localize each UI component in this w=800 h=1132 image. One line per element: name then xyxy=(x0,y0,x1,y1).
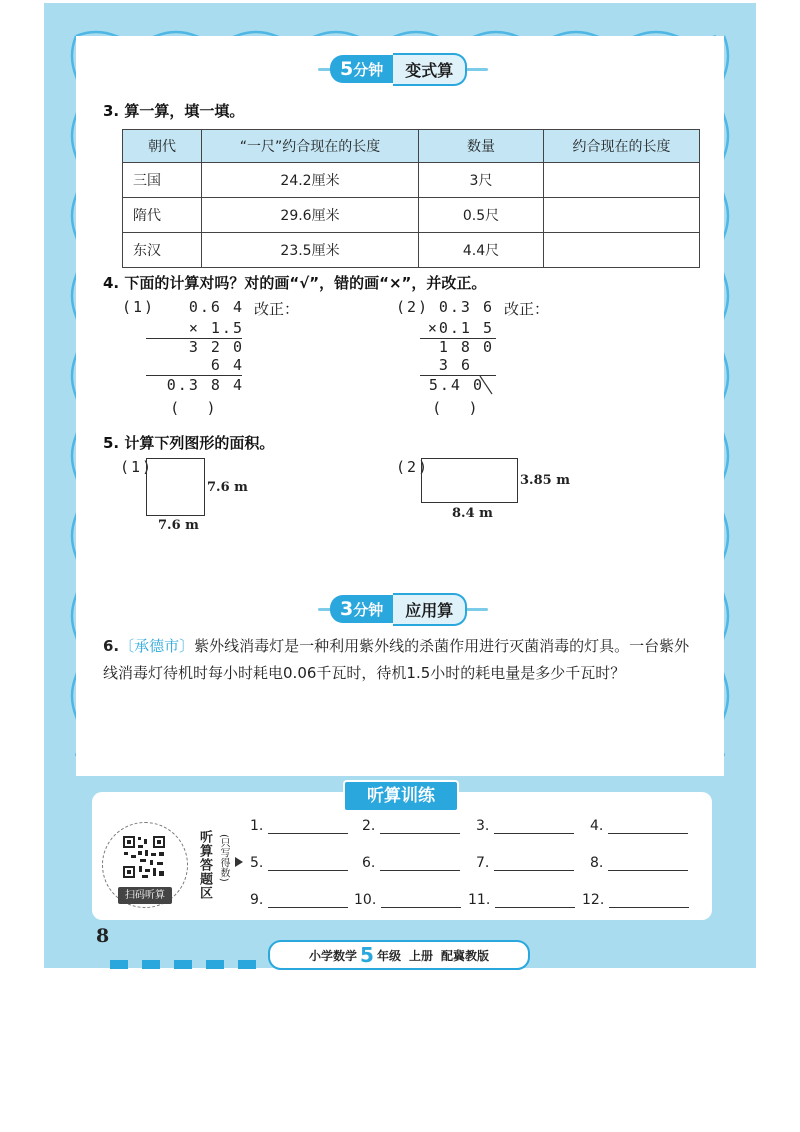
answer-number: 11. xyxy=(468,892,491,908)
answer-number: 2. xyxy=(362,818,376,834)
correction-label: 改正： xyxy=(254,300,300,318)
answer-slot-8[interactable] xyxy=(590,855,688,871)
square-bottom-label: 7.6 m xyxy=(158,518,199,533)
answer-number: 10. xyxy=(354,892,377,908)
answer-cell[interactable] xyxy=(544,163,700,198)
calc-line: 6 4 xyxy=(210,356,244,374)
section-minutes-unit: 分钟 xyxy=(353,601,384,619)
q5-s2-label: (2) xyxy=(396,458,430,476)
calc-line: 3 2 0 xyxy=(188,338,244,356)
table-cell: 3尺 xyxy=(419,163,544,198)
calc-line: 0.3 8 4 xyxy=(166,376,244,394)
section-badge-1 xyxy=(330,56,467,82)
answer-number: 5. xyxy=(250,855,264,871)
qr-code-icon[interactable] xyxy=(122,835,166,879)
table-cell: 23.5厘米 xyxy=(202,233,419,268)
answer-number: 4. xyxy=(590,818,604,834)
calc-line: 3 6 xyxy=(438,356,472,374)
answer-number: 6. xyxy=(362,855,376,871)
q5-title: 5. 计算下列图形的面积。 xyxy=(103,434,275,452)
table-row xyxy=(123,163,700,198)
section-label: 变式算 xyxy=(393,53,467,86)
section-label: 应用算 xyxy=(393,593,467,626)
answer-slot-4[interactable] xyxy=(590,818,688,834)
footer-subject: 小学数学 xyxy=(309,948,358,963)
rectangle-shape xyxy=(421,458,518,503)
footer-tick xyxy=(110,960,128,969)
rect-bottom-label: 8.4 m xyxy=(452,506,493,521)
answer-area-note: (只写得数) xyxy=(218,834,229,882)
section-minutes: 3 xyxy=(340,598,354,620)
calc-line: ×0.1 5 xyxy=(427,319,494,337)
footer-tick xyxy=(238,960,256,969)
answer-slot-9[interactable] xyxy=(250,892,348,908)
answer-number: 7. xyxy=(476,855,490,871)
book-info-bar xyxy=(268,940,530,970)
section-badge-2 xyxy=(330,596,467,622)
answer-cell[interactable] xyxy=(544,198,700,233)
q4-p2-label: (2) xyxy=(396,298,430,316)
page-number: 8 xyxy=(96,925,110,947)
table-header: “一尺”约合现在的长度 xyxy=(202,130,419,163)
q6-body: 紫外线消毒灯是一种利用紫外线的杀菌作用进行灭菌消毒的灯具。一台紫外线消毒灯待机时每小时耗电0.06千瓦时，待机1.5小时的耗电量是多少千瓦时？ xyxy=(103,637,690,682)
table-cell: 三国 xyxy=(123,163,202,198)
calc-line: × 1.5 xyxy=(188,319,244,337)
answer-slot-12[interactable] xyxy=(582,892,689,908)
footer-grade: 5 xyxy=(360,943,374,967)
table-cell: 4.4尺 xyxy=(419,233,544,268)
calc-line: 1 8 0 xyxy=(438,338,494,356)
q5-s1-label: (1) xyxy=(120,458,154,476)
answer-number: 8. xyxy=(590,855,604,871)
table-cell: 东汉 xyxy=(123,233,202,268)
q4-p1-label: (1) xyxy=(122,298,156,316)
answer-slot-1[interactable] xyxy=(250,818,348,834)
answer-slot-6[interactable] xyxy=(362,855,460,871)
answer-cell[interactable] xyxy=(544,233,700,268)
footer-grade-unit: 年级 xyxy=(376,948,401,963)
answer-number: 3. xyxy=(476,818,490,834)
calc-line: 5.4 0 xyxy=(428,376,484,394)
footer-tick xyxy=(142,960,160,969)
q6-city: 〔承德市〕 xyxy=(119,637,195,655)
answer-slot-11[interactable] xyxy=(468,892,575,908)
table-cell: 0.5尺 xyxy=(419,198,544,233)
table-header: 朝代 xyxy=(123,130,202,163)
answer-number: 1. xyxy=(250,818,264,834)
table-row xyxy=(123,198,700,233)
play-arrow-icon xyxy=(234,856,244,868)
listening-title: 听算训练 xyxy=(343,780,459,812)
table-cell: 29.6厘米 xyxy=(202,198,419,233)
footer-tick xyxy=(174,960,192,969)
answer-number: 12. xyxy=(582,892,605,908)
square-side-label: 7.6 m xyxy=(207,480,248,495)
answer-slot-7[interactable] xyxy=(476,855,574,871)
footer-edition: 配冀教版 xyxy=(440,948,489,963)
table-cell: 24.2厘米 xyxy=(202,163,419,198)
correction-label: 改正： xyxy=(504,300,550,318)
judgement-paren[interactable]: ( ) xyxy=(172,399,214,417)
judgement-paren[interactable]: ( ) xyxy=(434,399,476,417)
q6-number: 6. xyxy=(103,637,120,655)
q4-title: 4. 下面的计算对吗？对的画“√”，错的画“×”，并改正。 xyxy=(103,274,487,292)
strike-mark xyxy=(478,374,494,396)
table-row xyxy=(123,233,700,268)
answer-slot-2[interactable] xyxy=(362,818,460,834)
rect-side-label: 3.85 m xyxy=(520,473,570,488)
q3-table xyxy=(122,129,700,268)
q6-text xyxy=(103,633,703,687)
calc-line: 0.6 4 xyxy=(188,298,244,316)
section-minutes: 5 xyxy=(340,58,354,80)
footer-term: 上册 xyxy=(408,948,433,963)
answer-slot-10[interactable] xyxy=(354,892,461,908)
table-header: 数量 xyxy=(419,130,544,163)
answer-area-label: 听算答题区 xyxy=(197,830,212,900)
footer-tick xyxy=(206,960,224,969)
section-minutes-unit: 分钟 xyxy=(353,61,384,79)
table-header-row xyxy=(123,130,700,163)
answer-number: 9. xyxy=(250,892,264,908)
scan-label: 扫码听算 xyxy=(118,887,172,904)
square-shape xyxy=(146,458,205,516)
table-header: 约合现在的长度 xyxy=(544,130,700,163)
answer-slot-3[interactable] xyxy=(476,818,574,834)
answer-slot-5[interactable] xyxy=(250,855,348,871)
table-cell: 隋代 xyxy=(123,198,202,233)
calc-line: 0.3 6 xyxy=(438,298,494,316)
q3-title: 3. 算一算，填一填。 xyxy=(103,102,245,120)
